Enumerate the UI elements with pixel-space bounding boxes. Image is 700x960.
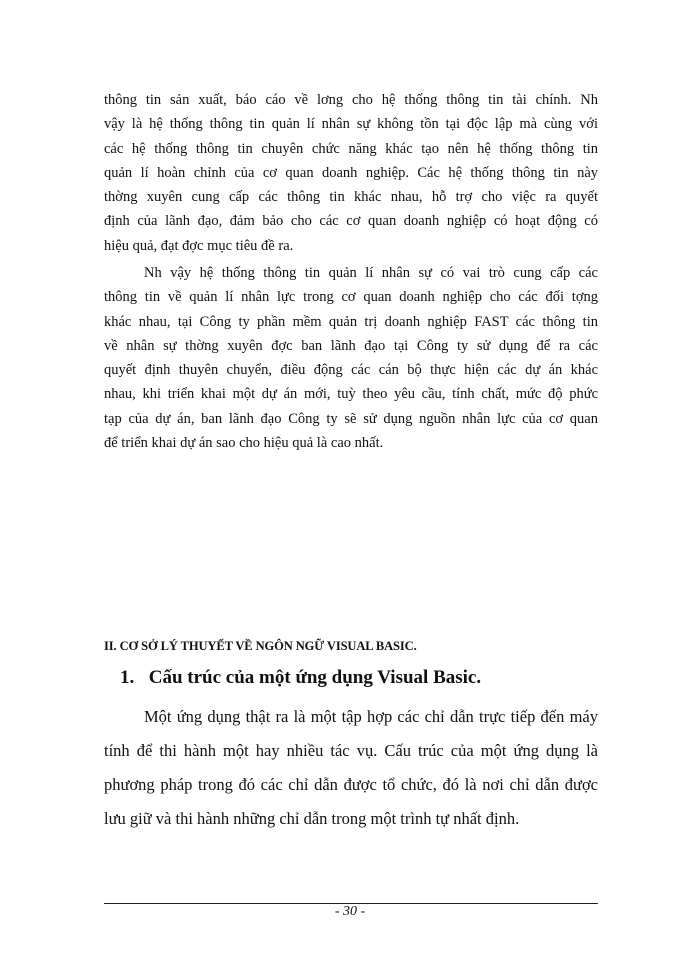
paragraph-line: để triển khai dự án sao cho hiệu quả là cao nhất. xyxy=(104,435,384,452)
body-paragraph-1 xyxy=(104,88,598,258)
paragraph-line: lưu giữ và thi hành những chỉ dẫn trong một trình tự nhất định. xyxy=(104,809,520,828)
subsection-title: Cấu trúc của một ứng dụng Visual Basic. xyxy=(148,667,482,688)
page-number: - 30 - xyxy=(334,904,366,919)
paragraph-line: phương pháp trong đó các chỉ dẫn được tổ chức, đó là nơi chỉ dẫn được xyxy=(104,775,598,794)
paragraph-line: thông tin về quản lí nhân lực trong cơ quan doanh nghiệp cho các đối tợng xyxy=(104,289,598,306)
paragraph-line: thông tin sản xuất, báo cáo về lơng cho hệ thống thông tin tài chính. Nh xyxy=(104,92,598,108)
paragraph-line: về nhân sự thờng xuyên đợc ban lãnh đạo tại Công ty sử dụng để ra các xyxy=(104,337,598,354)
paragraph-line: quản lí hoàn chỉnh của cơ quan doanh nghiệp. Các hệ thống thông tin này xyxy=(104,164,598,181)
paragraph-line: hiệu quả, đạt đợc mục tiêu đề ra. xyxy=(104,237,294,254)
paragraph-line: thờng xuyên cung cấp các thông tin khác nhau, hỗ trợ cho việc ra quyết xyxy=(104,189,598,206)
paragraph-line: quyết định thuyên chuyển, điều động các cán bộ thực hiện các dự án khác xyxy=(104,362,598,379)
paragraph-line: nhau, khi triển khai một dự án mới, tuỳ theo yêu cầu, tính chất, mức độ phức xyxy=(104,386,598,403)
paragraph-line: Một ứng dụng thật ra là một tập hợp các chỉ dẫn trực tiếp đến máy xyxy=(144,707,598,726)
subsection-number: 1. xyxy=(120,667,135,688)
paragraph-line: vậy là hệ thống thông tin quản lí nhân sự không tồn tại độc lập mà cùng với xyxy=(104,116,598,133)
section-heading: II. CƠ SỞ LÝ THUYẾT VỀ NGÔN NGỮ VISUAL BASIC. xyxy=(104,639,417,653)
paragraph-line: khác nhau, tại Công ty phần mềm quản trị doanh nghiệp FAST các thông tin xyxy=(104,313,598,330)
body-paragraph-3 xyxy=(104,700,598,836)
paragraph-line: Nh vậy hệ thống thông tin quản lí nhân sự có vai trò cung cấp các xyxy=(144,265,598,281)
subsection-heading xyxy=(120,667,481,689)
paragraph-line: tính để thi hành một hay nhiều tác vụ. Cấu trúc của một ứng dụng là xyxy=(104,741,598,760)
body-paragraph-2 xyxy=(104,261,598,455)
paragraph-line: tạp của dự án, ban lãnh đạo Công ty sẽ sử dụng nguồn nhân lực của cơ quan xyxy=(104,410,598,427)
paragraph-line: các hệ thống thông tin chuyên chức năng khác tạo nên hệ thống thông tin xyxy=(104,140,598,157)
paragraph-line: định của lãnh đạo, đảm bảo cho các cơ quan doanh nghiệp có hoạt động có xyxy=(104,213,598,230)
